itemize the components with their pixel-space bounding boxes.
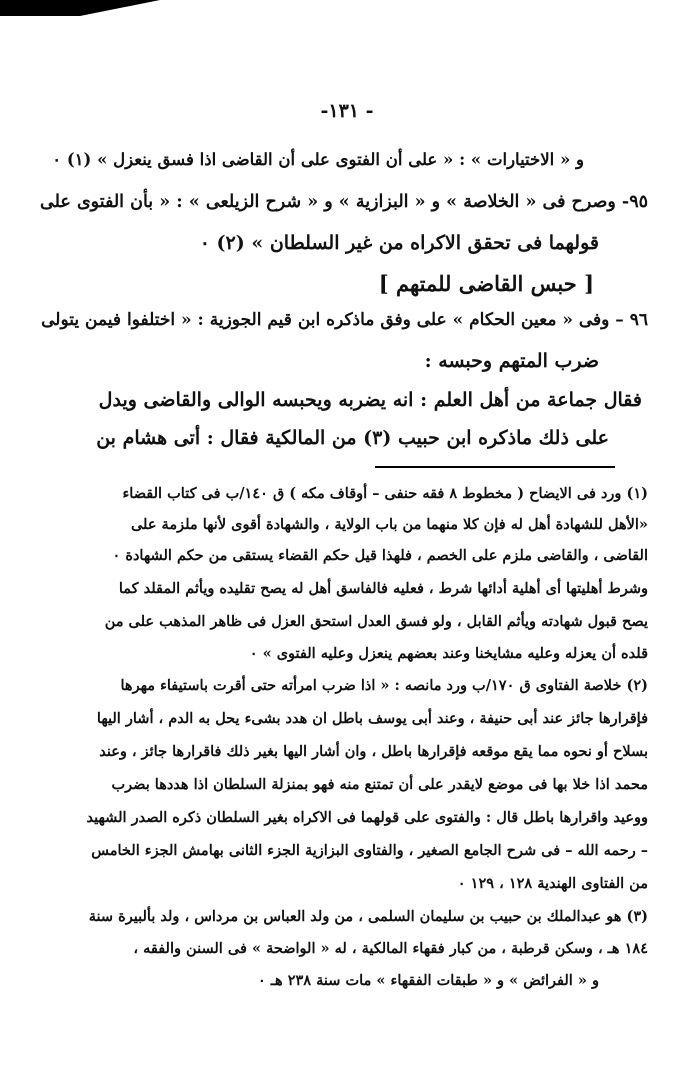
footnote-line: ووعيد واقرارها باطل قال : والفتوى على قولهما فى الاكراه بغير السلطان ذكره الصدر الشهيد <box>86 809 648 826</box>
footnote-separator <box>375 466 615 468</box>
body-line: ٩٦ – وفى « معين الحكام » على وفق ماذكره ابن قيم الجوزية : « اختلفوا فيمن يتولى <box>41 310 648 330</box>
footnote-line: من الفتاوى الهندية ١٢٨ ، ١٢٩ ٠ <box>457 875 648 892</box>
scan-corner-mark <box>0 0 160 16</box>
footnote-line: بسلاح أو نحوه مما يقع موقعه فإقرارها باطل ، وان أشار اليها بغير ذلك فاقرارها جائز ، وعند <box>99 743 648 760</box>
footnote-line: قلده أن يعزله وعليه مشايخنا وعند بعضهم ينعزل وعليه الفتوى » ٠ <box>249 645 648 662</box>
footnote-line: (٢) خلاصة الفتاوى ق ١٧٠/ب ورد مانصه : « اذا ضرب امرأته حتى أقرت باستيفاء مهرها <box>120 677 648 694</box>
page-number: -١٣١ - <box>320 100 374 122</box>
body-line: ضرب المتهم وحبسه : <box>424 350 599 372</box>
footnote-line: (١) ورد فى الايضاح ( مخطوط ٨ فقه حنفى – أوقاف مكه ) ق ١٤٠/ب فى كتاب القضاء <box>122 485 648 502</box>
footnote-line: «الأهل للشهادة أهل له فإن كلا منهما من باب الولاية ، والشهادة أقوى لأنها ملزمة على <box>130 516 648 533</box>
footnote-line: القاضى ، والقاضى ملزم على الخصم ، فلهذا قيل حكم القضاء يستقى من حكم الشهادة ٠ <box>112 547 648 564</box>
footnote-line: (٣) هو عبدالملك بن حبيب بن سليمان السلمى ، من ولد العباس بن مرداس ، ولد بألبيرة سنة <box>88 908 648 925</box>
body-line: قولهما فى تحقق الاكراه من غير السلطان » (٢) ٠ <box>199 232 599 254</box>
footnote-line: يصح قبول شهادته ويأثم القابل ، ولو فسق العدل استحق العزل فى ظاهر المذهب على من <box>104 613 648 630</box>
footnote-line: وشرط أهليتها أى أهلية أدائها شرط ، فعليه فالفاسق أهل له يصح تقليده ويأثم المقلد كما <box>118 580 648 597</box>
body-line: ٩٥- وصرح فى « الخلاصة » و « البزازية » و « شرح الزيلعى » : « بأن الفتوى على <box>40 192 648 212</box>
footnote-line: و « الفرائض » و « طبقات الفقهاء » مات سنة ٢٣٨ هـ ٠ <box>257 972 599 989</box>
body-line: و « الاختيارات » : « على أن الفتوى على أن القاضى اذا فسق ينعزل » (١) ٠ <box>52 150 584 169</box>
footnote-line: فإقرارها جائز عند أبى حنيفة ، وعند أبى يوسف باطل ان هدد بشىء يحل به الدم ، أشار اليها <box>96 710 648 727</box>
section-heading: [ حبس القاضى للمتهم ] <box>378 271 594 296</box>
footnote-line: – رحمه الله – فى شرح الجامع الصغير ، والفتاوى البزازية الجزء الثانى بهامش الجزء الخامس <box>91 842 648 859</box>
footnote-line: ١٨٤ هـ ، وسكن قرطبة ، من كبار فقهاء المالكية ، له « الواضحة » فى السنن والفقه ، <box>133 940 648 957</box>
footnote-line: محمد اذا خلا بها فى موضع لايقدر على أن تمتنع منه فهو بمنزلة السلطان اذا هددها بضرب <box>111 776 648 793</box>
body-line: فقال جماعة من أهل العلم : انه يضربه ويحبسه الوالى والقاضى ويدل <box>98 389 642 411</box>
body-line: على ذلك ماذكره ابن حبيب (٣) من المالكية فقال : أتى هشام بن <box>96 427 609 449</box>
